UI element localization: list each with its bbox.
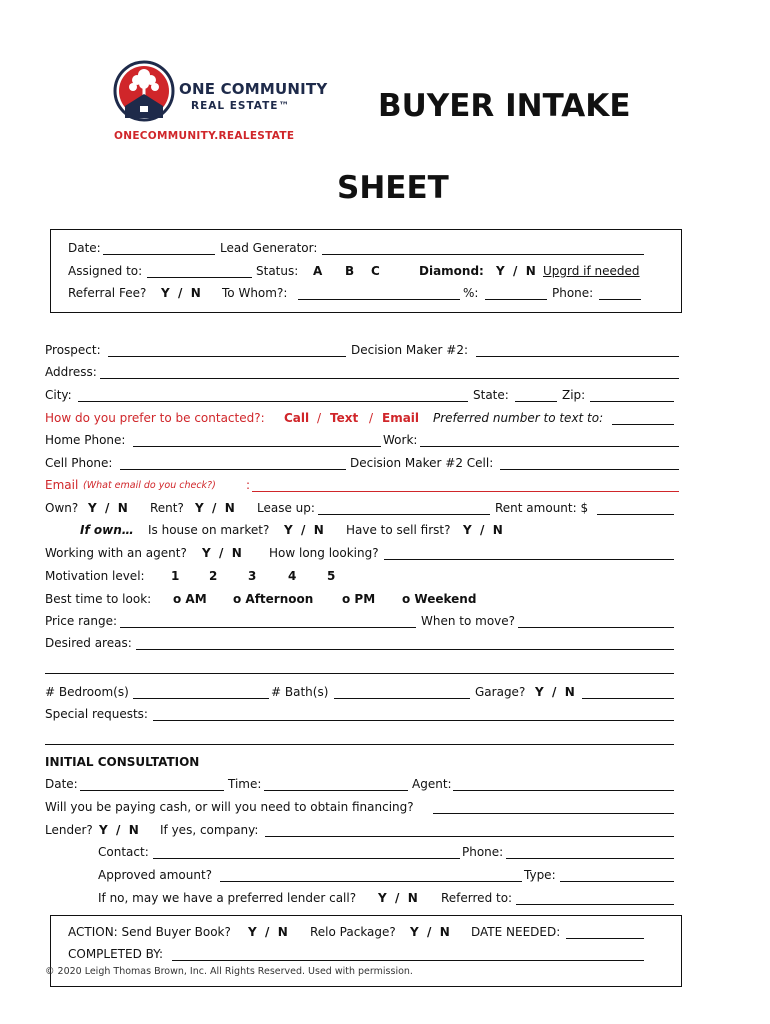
logo-line2: REAL ESTATE™ [191,100,290,112]
referral-fee-yn[interactable]: Y / N [161,286,201,300]
referral-phone-label: Phone: [552,286,594,300]
tree-house-logo-icon [113,60,175,122]
lender-yn[interactable]: Y / N [99,823,139,837]
to-whom-label: To Whom?: [222,286,288,300]
completed-by-label: COMPLETED BY: [68,947,164,961]
garage-field[interactable] [582,698,674,699]
status-option-a[interactable]: A [313,264,323,278]
financing-label: Will you be paying cash, or will you need to obtain financing? [45,800,414,814]
status-option-b[interactable]: B [345,264,355,278]
work-label: Work: [383,433,418,447]
lease-up-label: Lease up: [257,501,315,515]
contact-slash-2: / [369,411,374,425]
referred-to-label: Referred to: [441,891,513,905]
contact-preference-label: How do you prefer to be contacted?: [45,411,265,425]
lead-generator-label: Lead Generator: [220,241,318,255]
working-agent-yn[interactable]: Y / N [202,546,242,560]
lead-generator-field[interactable] [322,254,644,255]
completed-by-field[interactable] [172,960,644,961]
email-label: Email [45,478,79,492]
when-to-move-label: When to move? [421,614,516,628]
consult-date-label: Date: [45,777,78,791]
desired-areas-field-2[interactable] [45,673,674,674]
motivation-3[interactable]: 3 [248,569,257,583]
state-field[interactable] [515,401,557,402]
logo-line1: ONE COMMUNITY [179,80,328,98]
upgrade-if-needed: Upgrd if needed [543,264,640,278]
special-requests-field-2[interactable] [45,744,674,745]
home-phone-label: Home Phone: [45,433,126,447]
referred-to-field[interactable] [516,904,674,905]
have-to-sell-yn[interactable]: Y / N [463,523,503,537]
if-own-label: If own… [80,523,134,537]
relo-package-label: Relo Package? [310,925,396,939]
how-long-label: How long looking? [269,546,379,560]
referral-phone-field[interactable] [599,299,641,300]
lender-company-field[interactable] [265,836,674,837]
city-field[interactable] [78,401,468,402]
baths-field[interactable] [334,698,470,699]
referral-fee-label: Referral Fee? [68,286,147,300]
email-field[interactable] [252,491,679,492]
desired-areas-field[interactable] [136,649,674,650]
financing-field[interactable] [433,813,674,814]
date-field[interactable] [103,254,215,255]
if-yes-company-label: If yes, company: [160,823,259,837]
date-label: Date: [68,241,101,255]
send-buyer-book-label: ACTION: Send Buyer Book? [68,925,231,939]
consult-time-field[interactable] [264,790,408,791]
assigned-to-field[interactable] [147,277,252,278]
loan-type-label: Type: [524,868,556,882]
best-time-label: Best time to look: [45,592,152,606]
lender-contact-field[interactable] [153,858,460,859]
rent-yn[interactable]: Y / N [195,501,235,515]
time-option-am[interactable]: o AM [173,592,207,606]
relo-package-yn[interactable]: Y / N [410,925,450,939]
preferred-number-field[interactable] [612,424,674,425]
consult-agent-field[interactable] [453,790,674,791]
lender-contact-label: Contact: [98,845,149,859]
own-yn[interactable]: Y / N [88,501,128,515]
dm2-cell-field[interactable] [500,469,679,470]
motivation-1[interactable]: 1 [171,569,180,583]
consult-agent-label: Agent: [412,777,452,791]
rent-label: Rent? [150,501,184,515]
dm2-cell-label: Decision Maker #2 Cell: [350,456,494,470]
garage-label: Garage? [475,685,526,699]
time-option-pm[interactable]: o PM [342,592,376,606]
prospect-field[interactable] [108,356,346,357]
bedrooms-label: # Bedroom(s) [45,685,129,699]
consult-time-label: Time: [228,777,262,791]
special-requests-field[interactable] [153,720,674,721]
assigned-to-label: Assigned to: [68,264,143,278]
price-range-field[interactable] [120,627,416,628]
consult-date-field[interactable] [80,790,224,791]
decision-maker-2-label: Decision Maker #2: [351,343,468,357]
approved-amount-field[interactable] [220,881,522,882]
preferred-lender-yn[interactable]: Y / N [378,891,418,905]
email-hint: (What email do you check?) [83,480,216,491]
loan-type-field[interactable] [560,881,674,882]
status-label: Status: [256,264,299,278]
diamond-yn[interactable]: Y / N [496,264,536,278]
initial-consultation-heading: INITIAL CONSULTATION [45,755,200,769]
contact-slash-1: / [317,411,322,425]
date-needed-field[interactable] [566,938,644,939]
working-agent-label: Working with an agent? [45,546,187,560]
lease-up-field[interactable] [318,514,490,515]
home-phone-field[interactable] [133,446,381,447]
time-option-afternoon[interactable]: o Afternoon [233,592,314,606]
when-to-move-field[interactable] [518,627,674,628]
address-label: Address: [45,365,97,379]
garage-yn[interactable]: Y / N [535,685,575,699]
copyright-notice: © 2020 Leigh Thomas Brown, Inc. All Rights Reserved. Used with permission. [45,966,413,977]
how-long-field[interactable] [384,559,674,560]
motivation-2[interactable]: 2 [209,569,218,583]
contact-option-email[interactable]: Email [382,411,420,425]
work-field[interactable] [420,446,679,447]
logo-url: ONECOMMUNITY.REALESTATE [114,130,295,142]
desired-areas-label: Desired areas: [45,636,132,650]
percent-label: %: [463,286,479,300]
email-colon: : [246,478,251,492]
cell-phone-label: Cell Phone: [45,456,113,470]
lender-phone-field[interactable] [506,858,674,859]
zip-field[interactable] [590,401,674,402]
motivation-label: Motivation level: [45,569,145,583]
state-label: State: [473,388,509,402]
send-buyer-book-yn[interactable]: Y / N [248,925,288,939]
house-on-market-yn[interactable]: Y / N [284,523,324,537]
price-range-label: Price range: [45,614,118,628]
motivation-5[interactable]: 5 [327,569,336,583]
status-option-c[interactable]: C [371,264,380,278]
special-requests-label: Special requests: [45,707,148,721]
own-label: Own? [45,501,79,515]
decision-maker-2-field[interactable] [476,356,679,357]
rent-amount-field[interactable] [597,514,674,515]
lender-label: Lender? [45,823,93,837]
prospect-label: Prospect: [45,343,101,357]
zip-label: Zip: [562,388,586,402]
diamond-label: Diamond: [419,264,484,278]
contact-option-call[interactable]: Call [284,411,310,425]
title-line2: SHEET [337,170,449,206]
preferred-number-label: Preferred number to text to: [433,411,604,425]
lender-phone-label: Phone: [462,845,504,859]
cell-phone-field[interactable] [120,469,346,470]
motivation-4[interactable]: 4 [288,569,297,583]
date-needed-label: DATE NEEDED: [471,925,561,939]
percent-field[interactable] [485,299,547,300]
rent-amount-label: Rent amount: $ [495,501,589,515]
city-label: City: [45,388,72,402]
company-logo [113,60,328,145]
contact-option-text[interactable]: Text [330,411,359,425]
have-to-sell-label: Have to sell first? [346,523,451,537]
preferred-lender-label: If no, may we have a preferred lender call? [98,891,357,905]
baths-label: # Bath(s) [271,685,329,699]
house-on-market-label: Is house on market? [148,523,270,537]
bedrooms-field[interactable] [133,698,269,699]
address-field[interactable] [100,378,679,379]
to-whom-field[interactable] [298,299,460,300]
approved-amount-label: Approved amount? [98,868,213,882]
time-option-weekend[interactable]: o Weekend [402,592,477,606]
title-line1: BUYER INTAKE [378,88,631,124]
